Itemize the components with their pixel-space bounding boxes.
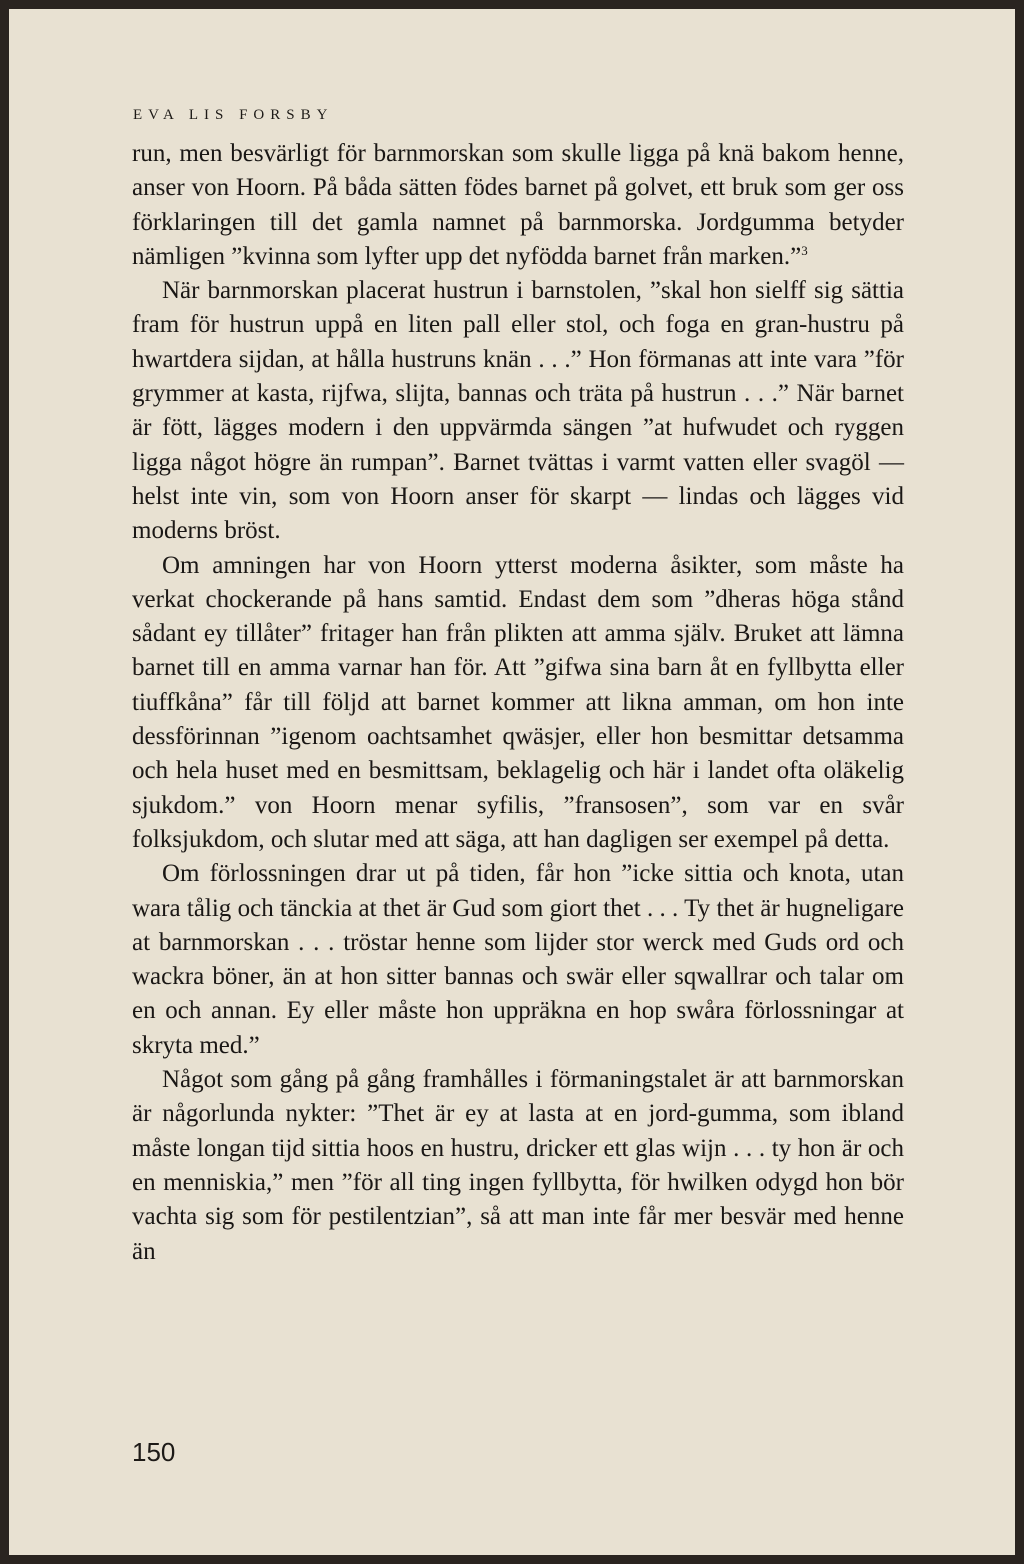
book-page — [9, 9, 1015, 1555]
paragraph-1-text: run, men besvärligt för barnmorskan som skulle ligga på knä bakom henne, anser von Hoorn. På båda sätten födes barnet på golvet, ett bruk som ger oss förklaringen till det gamla namnet på barnmorska. Jordgumma betyder nämligen ”kvinna som lyfter upp det nyfödda barnet från marken.” — [132, 140, 904, 270]
paragraph-1 — [132, 137, 904, 274]
paragraph-5: Något som gång på gång framhålles i förmaningstalet är att barnmorskan är någorlunda nykter: ”Thet är ey at lasta at en jord-gumma, som ibland måste longan tijd sittia hoos en hustru, dricker ett glas wijn . . . ty hon är och en menniskia,” men ”för all ting ingen fyllbytta, för hwilken odygd hon bör vachta sig som för pestilentzian”, så att man inte får mer besvär med henne än — [132, 1066, 904, 1265]
paragraph-2: När barnmorskan placerat hustrun i barnstolen, ”skal hon sielff sig sättia fram för hustrun uppå en liten pall eller stol, och foga en gran-hustru på hwartdera sijdan, at hålla hustruns knän . . .” Hon förmanas att inte vara ”för grymmer at kasta, rijfwa, slijta, bannas och träta på hustrun . . .” När barnet är fött, lägges modern i den uppvärmda sängen ”at hufwudet och ryggen ligga något högre än rumpan”. Barnet tvättas i varmt vatten eller svagöl — helst inte vin, som von Hoorn anser för skarpt — lindas och lägges vid moderns bröst. — [132, 277, 904, 545]
footnote-ref: 3 — [801, 242, 808, 258]
body-text — [132, 137, 904, 1269]
paragraph-4: Om förlossningen drar ut på tiden, får hon ”icke sittia och knota, utan wara tålig och tänckia at thet är Gud som giort thet . . . Ty thet är hugneligare at barnmorskan . . . tröstar henne som lijder stor werck med Guds ord och wackra böner, än at hon sitter bannas och swär eller sqwallrar och talar om en och annan. Ey eller måste hon uppräkna en hop swåra förlossningar at skryta med.” — [132, 860, 904, 1059]
running-head: EVA LIS FORSBY — [133, 107, 334, 123]
page-number: 150 — [132, 1437, 176, 1467]
paragraph-3: Om amningen har von Hoorn ytterst moderna åsikter, som måste ha verkat chockerande på hans samtid. Endast dem som ”dheras höga stånd sådant ey tillåter” fritager han från plikten att amma själv. Bruket att lämna barnet till en amma varnar han för. Att ”gifwa sina barn åt en fyllbytta eller tiuffkåna” får till följd att barnet kommer att likna amman, om hon inte dessförinnan ”igenom oachtsamhet qwäsjer, eller hon besmittar detsamma och hela huset med en besmittsam, beklagelig och här i landet ofta oläkelig sjukdom.” von Hoorn menar syfilis, ”fransosen”, som var en svår folksjukdom, och slutar med att säga, att han dagligen ser exempel på detta. — [132, 551, 904, 853]
